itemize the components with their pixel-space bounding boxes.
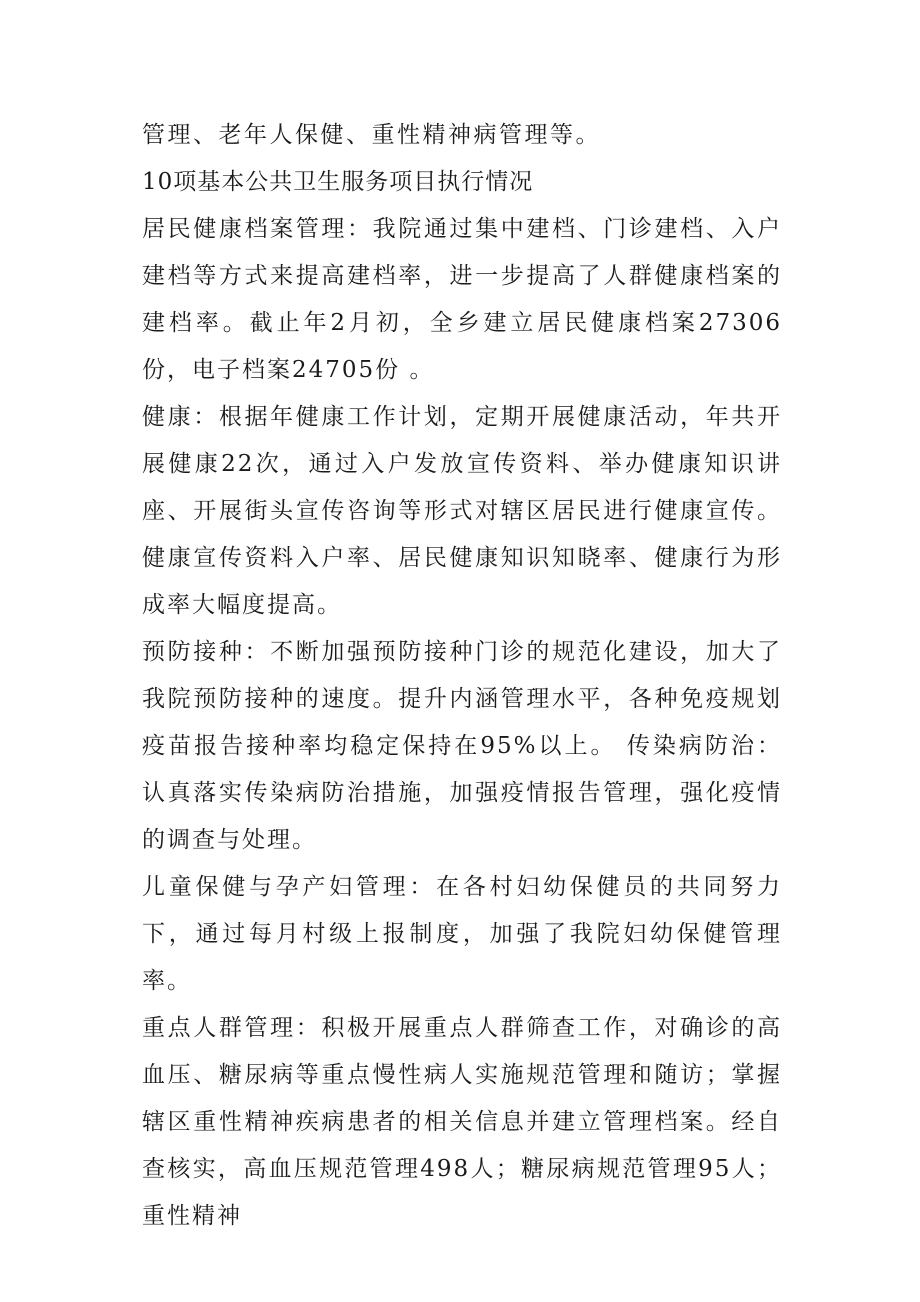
paragraph-vaccination: 预防接种：不断加强预防接种门诊的规范化建设，加大了我院预防接种的速度。提升内涵管理水平，各种免疫规划疫苗报告接种率均稳定保持在95%以上。 传染病防治：认真落实传染病防治措施，加强疫情报告管理，强化疫情的调查与处理。	[142, 639, 782, 853]
section-heading: 10项基本公共卫生服务项目执行情况	[142, 169, 534, 195]
paragraph-health-education: 健康：根据年健康工作计划，定期开展健康活动，年共开展健康22次，通过入户发放宣传资料、举办健康知识讲座、开展街头宣传咨询等形式对辖区居民进行健康宣传。健康宣传资料入户率、居民健康知识知晓率、健康行为形成率大幅度提高。	[142, 404, 782, 618]
document-body	[142, 112, 782, 1240]
paragraph-continuation: 管理、老年人保健、重性精神病管理等。	[142, 122, 601, 148]
paragraph-health-records: 居民健康档案管理：我院通过集中建档、门诊建档、入户建档等方式来提高建档率，进一步提高了人群健康档案的建档率。截止年2月初，全乡建立居民健康档案27306份，电子档案24705份 。	[142, 216, 782, 383]
paragraph-key-population: 重点人群管理：积极开展重点人群筛查工作，对确诊的高血压、糖尿病等重点慢性病人实施规范管理和随访；掌握辖区重性精神疾病患者的相关信息并建立管理档案。经自查核实，高血压规范管理498人；糖尿病规范管理95人；重性精神	[142, 1015, 782, 1229]
paragraph-maternal-child: 儿童保健与孕产妇管理：在各村妇幼保健员的共同努力下，通过每月村级上报制度，加强了我院妇幼保健管理率。	[142, 874, 782, 994]
